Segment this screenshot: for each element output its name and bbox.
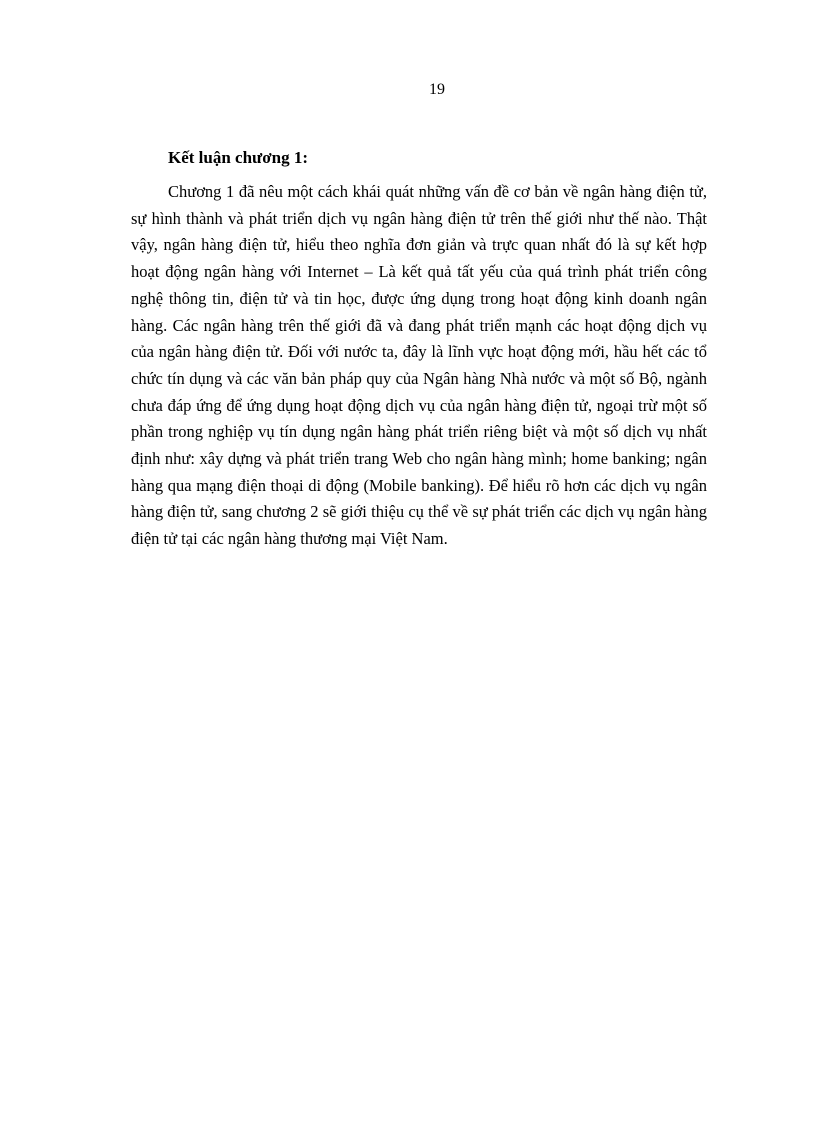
page-number: 19 [429, 81, 445, 98]
body-paragraph: Chương 1 đã nêu một cách khái quát những vấn đề cơ bản về ngân hàng điện tử, sự hình thành và phát triển dịch vụ ngân hàng điện tử trên thế giới như thế nào. Thật vậy, ngân hàng điện tử, hiểu theo nghĩa đơn giản và trực quan nhất đó là sự kết hợp hoạt động ngân hàng với Internet – Là kết quả tất yếu của quá trình phát triển công nghệ thông tin, điện tử và tin học, được ứng dụng trong hoạt động kinh doanh ngân hàng. Các ngân hàng trên thế giới đã và đang phát triển mạnh các hoạt động dịch vụ của ngân hàng điện tử. Đối với nước ta, đây là lĩnh vực hoạt động mới, hầu hết các tổ chức tín dụng và các văn bản pháp quy của Ngân hàng Nhà nước và một số Bộ, ngành chưa đáp ứng để ứng dụng hoạt động dịch vụ của ngân hàng điện tử, ngoại trừ một số phần trong nghiệp vụ tín dụng ngân hàng phát triển riêng biệt và một số dịch vụ nhất định như: xây dựng và phát triển trang Web cho ngân hàng mình; home banking; ngân hàng qua mạng điện thoại di động (Mobile banking). Để hiểu rõ hơn các dịch vụ ngân hàng điện tử, sang chương 2 sẽ giới thiệu cụ thể về sự phát triển các dịch vụ ngân hàng điện tử tại các ngân hàng thương mại Việt Nam. [131, 182, 707, 549]
section-heading: Kết luận chương 1: [168, 148, 309, 167]
